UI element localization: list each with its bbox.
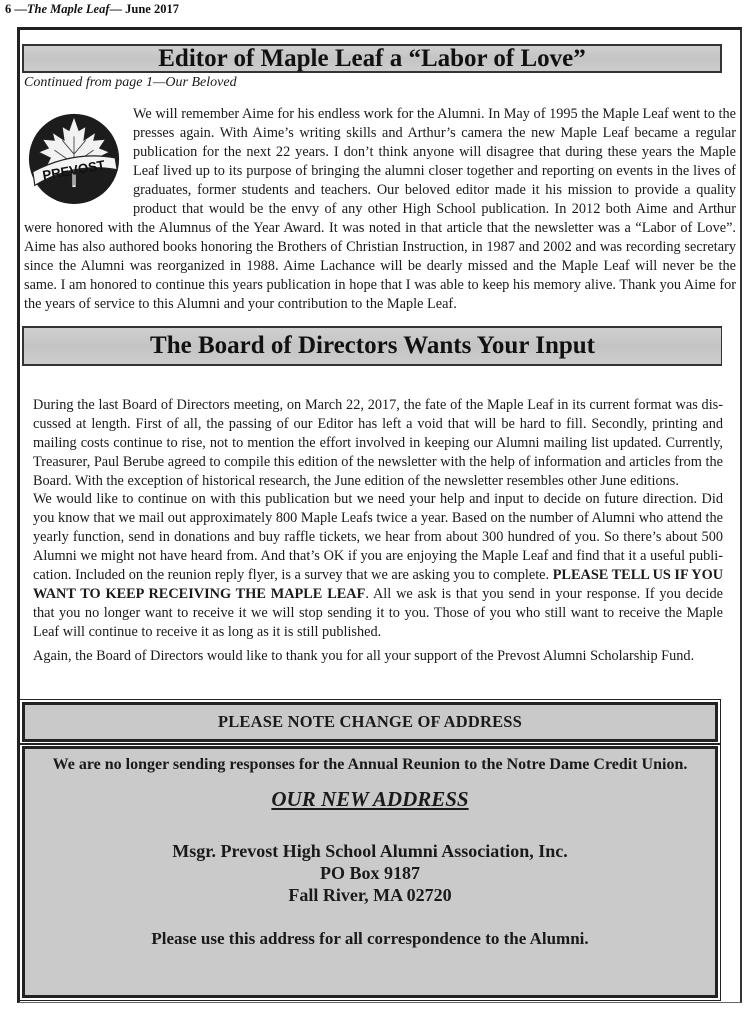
article-2-paragraph-1: During the last Board of Directors meeting, on March 22, 2017, the fate of the Maple Leaf in its current format was dis-cussed at length. First of all, the passing of our Editor has left a void that will be hard to fill. Secondly, printing and mailing costs continue to rise, not to mention the effort involved in keeping our Alumni mailing list updated. Currently, Treasurer, Paul Berube agreed to compile this edition of the newsletter with the help of information and articles from the Board. With the exception of historical research, the June edition of the newsletter resembles other June editions. [33, 397, 723, 489]
publication-name: The Maple Leaf [26, 2, 110, 16]
issue-date: — June 2017 [109, 2, 179, 16]
article-2-paragraph-2: We would like to continue on with this publication but we need your help and input to decide on future direction. Did you know that we mail out approximately 800 Maple Leafs twice a year. Based on the number of Alumni who attend the yearly function, send in donations and buy raffle tickets, we hear from about 300 hundred of you. So there’s about 500 Alumni we might not have heard from. And that’s OK if you are enjoying the Maple Leaf and find that it a useful publi-cation. Included on the reunion reply flyer, is a survey that we are asking you to complete. PLEASE TELL US IF YOU WANT TO KEEP RECEIVING THE MAPLE LEAF. All we ask is that you send in your response. If you decide that you no longer want to receive it we will stop sending it to you. Those of you who still want to receive the Maple Leaf will continue to receive it as long as it is still published. [33, 491, 724, 640]
logo-text: PREVOST [41, 157, 107, 184]
address-line-city: Fall River, MA 02720 [288, 885, 452, 905]
correspondence-note: Please use this address for all correspondence to the Alumni. [151, 929, 589, 948]
article-2-title: The Board of Directors Wants Your Input [22, 326, 722, 366]
address-line-organization: Msgr. Prevost High School Alumni Association, Inc. [172, 841, 568, 861]
article-1-title: Editor of Maple Leaf a “Labor of Love” [22, 44, 722, 73]
new-address-box [22, 746, 718, 998]
emphasis-text: PLEASE TELL US IF YOU WANT TO KEEP RECEIVING THE MAPLE LEAF [33, 567, 724, 602]
separator: — [11, 2, 27, 16]
credit-union-notice: We are no longer sending responses for the Annual Reunion to the Notre Dame Credit Union. [52, 756, 688, 773]
article-1-paragraph: We will remember Aime for his endless work for the Alumni. In May of 1995 the Maple Leaf went to the presses again. With Aime’s writing skills and Arthur’s camera the new Maple Leaf became a regular publication for the next 22 years. I don’t think anyone will disagree that during these years the Maple Leaf lived up to its purpose of bringing the alumni closer together and reporting on events in the lives of graduates, former students and teachers. Our beloved editor made it his mission to provide a quality product that would be the envy of any other High School publication. In 2012 both Aime and Arthur were honored with the Alumnus of the Year Award. It was noted in that article that the newsletter was a “Labor of Love”. Aime has also authored books honoring the Brothers of Christian Instruction, in 1987 and 2002 and was recording secretary since the Alumni was reorganized in 1988. Aime Lachance will be dearly missed and the Maple Leaf will never be the same. I am honored to continue this years publication in hope that I was able to keep his memory alive. Thank you Aime for the years of service to this Alumni and your contribution to the Maple Leaf. [24, 106, 736, 312]
continued-note: Continued from page 1—Our Beloved [24, 75, 237, 90]
address-line-po-box: PO Box 9187 [319, 863, 420, 883]
mailing-address [25, 840, 715, 906]
new-address-heading: OUR NEW ADDRESS [271, 787, 469, 811]
article-2-paragraph-3: Again, the Board of Directors would like to thank you for all your support of the Prevost Alumni Scholarship Fund. [33, 648, 695, 664]
running-head [5, 2, 179, 17]
address-change-banner: PLEASE NOTE CHANGE OF ADDRESS [22, 702, 718, 742]
page-number: 6 [5, 2, 12, 16]
